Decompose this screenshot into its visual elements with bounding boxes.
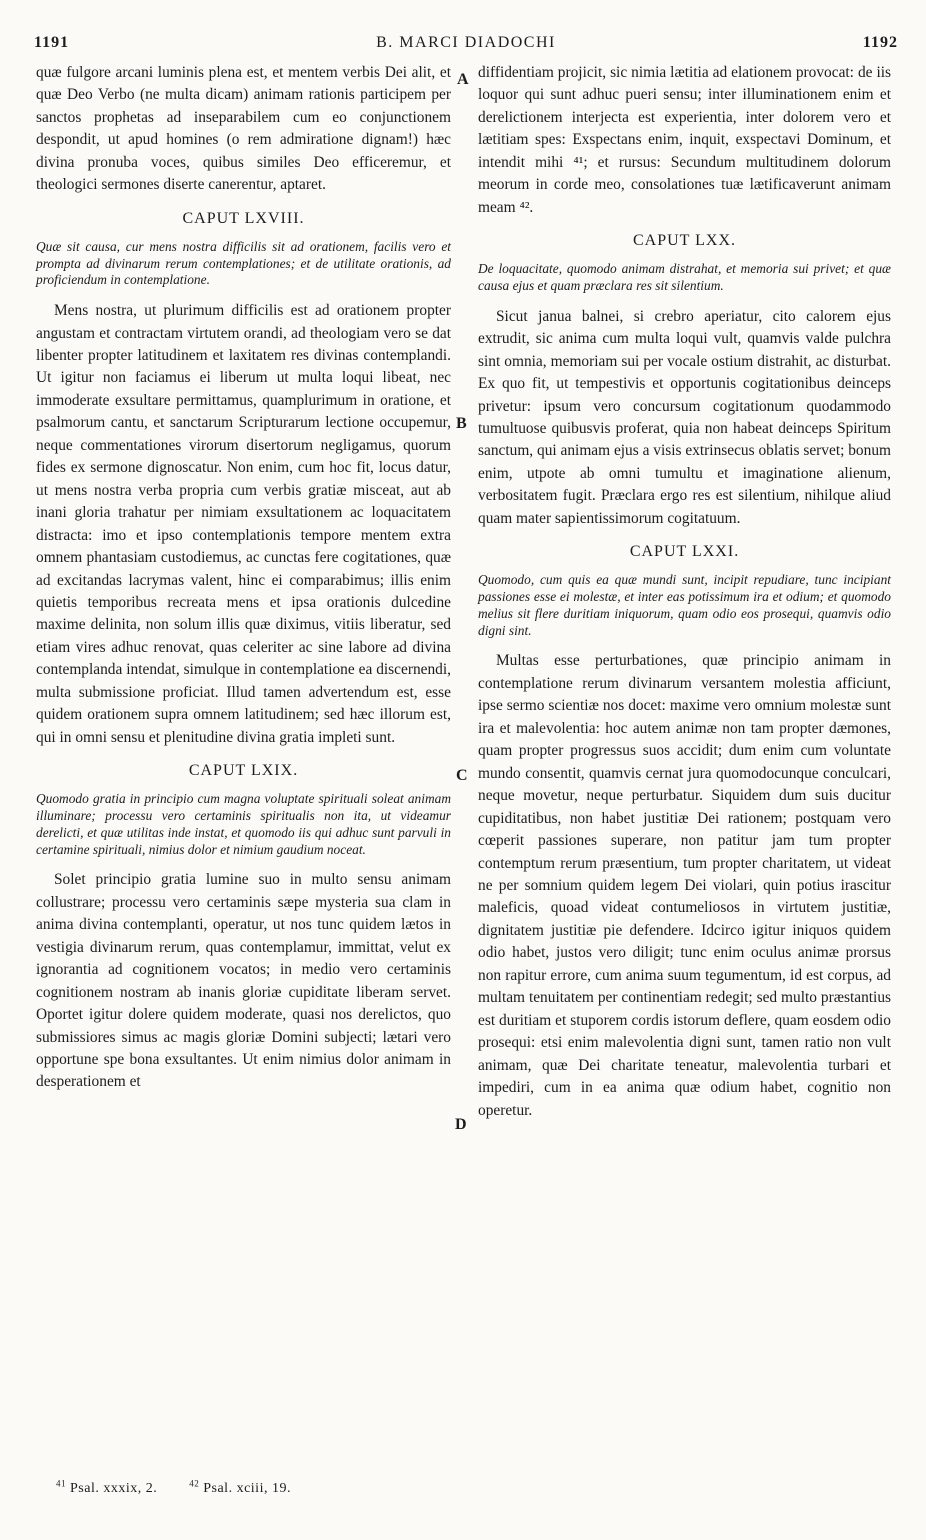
chapter-69-heading: CAPUT LXIX. xyxy=(188,762,299,780)
page-header xyxy=(34,34,898,60)
chapter-68-summary: Quæ sit causa, cur mens nostra difficilis sit ad orationem, facilis vero et prompta ad divinarum rerum contemplationes; et de utilitate orationis, ad proficiendum in contemplatione. xyxy=(36,238,451,288)
chapter-71-text: Multas esse perturbationes, quæ principio animam in contemplatione rerum divinarum versantem molestia afficiunt, ipse sermo scientiæ nos docet: maxime vero omnium molestæ sunt ira et malevolentia: hoc autem animæ non tam propter dæmones, quam propter progressus suos accidit; dum enim cum voluntate mundo consentit, quamvis cernat jura quomodocunque conculcari, neque movetur, neque perturbatur. Siquidem dum suis ducitur cupiditatibus, non habet justitiæ Dei rationem; postquam vero cœperit passiones superare, non patitur jam tum propter contemptum rerum præsentium, tum propter charitatem, ut videat ne per somnium quidem legem Dei violari, quin potius irascitur maleficis, quoad videat contumeliosos in virtutem justitiæ, dignitatem justitiæ pie defendere. Idcirco igitur iniquos quidem odio habet, justos vero diligit; tunc enim oculus animæ prorsus non rapitur errore, cum anima suum tegumentum, id est corpus, ad multam tenuitatem per continentiam redegit; sed multo præstantius est duritiam et stuporem cordis istorum deflere, quam eosdem odio prosequi: etsi enim malevolentia digni sunt, tamen ratio non vult animam, quæ Dei charitate teneatur, malevolentia turbari et impediri, cum in ea anima quæ odium habet, cognitio non operetur. xyxy=(478,652,891,1119)
margin-letter-d: D xyxy=(455,1116,467,1133)
page-number-left: 1191 xyxy=(34,34,70,51)
chapter-70-heading: CAPUT LXX. xyxy=(632,232,737,250)
footnote-41-mark: 41 xyxy=(56,1478,66,1488)
chapter-69-summary: Quomodo gratia in principio cum magna voluptate spirituali soleat animam illuminare; processu vero certaminis spiritualis non ita, ut videamur derelicti, et quæ utilitas inde instat, et quomodo iis qui adhuc sunt parvuli in certamine spirituali, nimius dolor et nimium gaudium noceat. xyxy=(36,791,451,857)
running-title: B. MARCI DIADOCHI xyxy=(376,34,556,51)
chapter-68-text: Mens nostra, ut plurimum difficilis est ad orationem propter angustam et contractam virtutem orandi, ad theologiam vero se dat libenter propter latitudinem et laxitatem res divinas contemplandi. Ut igitur non faciamus ei liberum ut multa loqui libeat, nec immoderate exsultare permittamus, quamplurimum in oratione, et psalmorum cantu, et sanctarum Scripturarum lectione occupemur, neque commentationes virorum disertorum negligamus, quorum fides ex sermone dignoscatur. Non enim, cum hoc fit, locus datur, ut mens nostra verba propria cum verbis gratiæ misceat, aut ab inani gloria trahatur per nimiam exsultationem ac loquacitatem distracta: imo et ipso contemplationis tempore mentem extra omnem phantasiam custodiemus, ac cunctas fere cogitationes, quæ ad excitandas lacrymas valent, hinc ei comparabimus; illis enim quietis temporibus recreata mens et ipsa orationis dulcedine maxime delinita, non solum illis quæ diximus, vitiis liberatur, sed etiam vires adhuc renovat, quas celeriter ac sine labore ad divina contemplanda intendat, simulque in contemplatione ea discernendi, multa submissione proficiat. Illud tamen advertendum est, esse quidem orationem supra omnem latitudinem; sed hæc illorum est, qui in omni sensu et plenitudine divina gratia impleti sunt. xyxy=(36,302,451,746)
footnote-42-text: Psal. xciii, 19. xyxy=(203,1480,291,1496)
right-column xyxy=(478,62,891,1122)
continuation-paragraph: diffidentiam projicit, sic nimia lætitia ad elationem provocat: de iis loquor qui sunt adhuc pueri sensu; inter illuminationem enim et derelictionem interjecta est experientia, inter dolorem vero et lætitiam spes: Exspectans enim, inquit, exspectavi Dominum, et intendit mihi ⁴¹; et rursus: Secundum multitudinem dolorum meorum in corde meo, consolationes tuæ lætificaverunt animam meam ⁴². xyxy=(478,64,891,216)
margin-letter-c: C xyxy=(456,767,468,784)
margin-letter-b: B xyxy=(456,415,467,432)
chapter-70-text: Sicut janua balnei, si crebro aperiatur, cito calorem ejus extrudit, sic anima cum multa loqui vult, quamvis valde pulchra sint omnia, memoriam sui per vocale ostium distrahit, ac disturbat. Ex quo fit, ut tempestivis et opportunis cogitationibus deinceps privetur: ipsum vero concursum cogitationum quodammodo tumultuose quibusvis proferat, quia non habeat deinceps Spiritum sanctum, qui animam ejus a visis extrinsecus oblatis servet; bonum enim, utpote ab omni tumultu et imaginatione alienum, verbositatem fugit. Præclara ergo res est silentium, nihilque aliud quam mater sapientissimorum cogitatuum. xyxy=(478,307,891,527)
footnotes xyxy=(56,1478,319,1497)
margin-letter-a: A xyxy=(457,71,469,88)
chapter-71-summary: Quomodo, cum quis ea quæ mundi sunt, incipit repudiare, tunc incipiant passiones esse ei molestæ, et inter eas potissimum ira et odium; et quomodo melius sit flere duritiam iniquorum, quam odio eos prosequi, quamvis odio digni sint. xyxy=(478,572,891,638)
footnote-41-text: Psal. xxxix, 2. xyxy=(70,1480,158,1496)
footnote-42 xyxy=(189,1478,305,1496)
footnote-41 xyxy=(56,1478,171,1496)
footnote-42-mark: 42 xyxy=(189,1478,200,1488)
chapter-69-text: Solet principio gratia lumine suo in multo sensu animam collustrare; processu vero certaminis sæpe mysteria sua clam in anima divina contemplanti, operatur, ut nos tunc quidem lætos in vestigia divinarum rerum, quas contemplamur, immittat, velut ex ignorantia ad cognitionem vocatos; in medio vero certaminis cognitionem nostram ab inanis gloriæ cupiditate liberam servet. Oportet igitur dolere quidem moderate, quasi nos derelictos, quo submissiores simus ac magis gloriæ Domini subjecti; lætari vero opportune spe bona exsultantes. Ut enim nimius dolor animam in desperationem et xyxy=(36,871,451,1091)
chapter-71-heading: CAPUT LXXI. xyxy=(629,543,740,561)
chapter-68-heading: CAPUT LXVIII. xyxy=(182,209,305,227)
page-number-right: 1192 xyxy=(862,34,898,51)
chapter-70-summary: De loquacitate, quomodo animam distrahat, et memoria sui privet; et quæ causa ejus et quam præclara res sit silentium. xyxy=(478,261,891,293)
left-column xyxy=(36,62,451,1094)
continuation-paragraph: quæ fulgore arcani luminis plena est, et mentem verbis Dei alit, et quæ Deo Verbo (ne multa dicam) animam rationis participem per sanctos prophetas ad inseparabilem cum eo conjunctionem despondit, ut apud homines (o rem admiratione dignam!) hæc divina pronuba voces, quibus similes Deo efficeremur, et theologici sermones diserte canerentur, aptaret. xyxy=(36,64,451,194)
